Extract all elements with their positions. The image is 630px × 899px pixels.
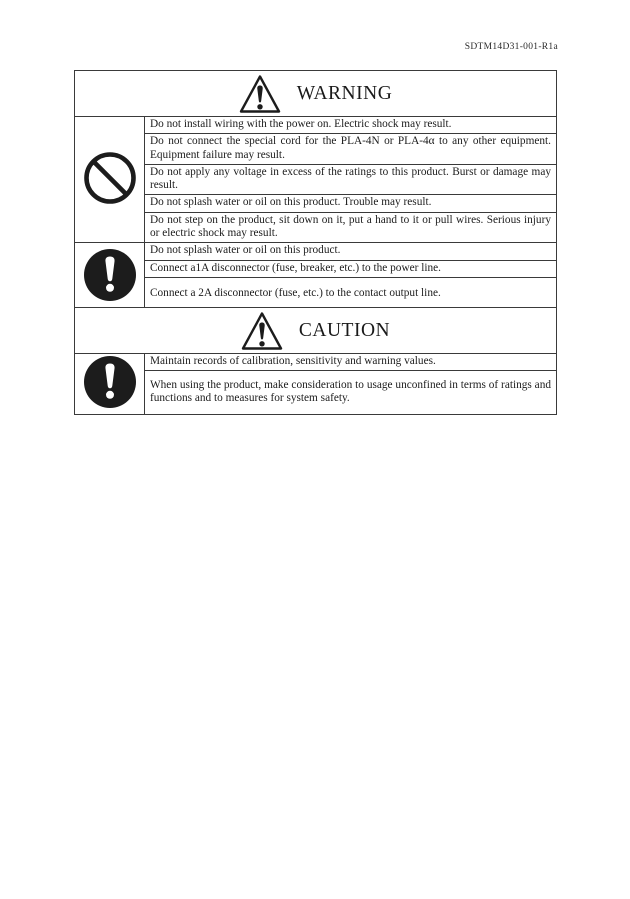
warning-text: Do not connect the special cord for the PLA-4N or PLA-4α to any other equipment. Equipment failure may result. (145, 134, 557, 165)
mandatory-action-icon (84, 249, 136, 301)
warning-text: Connect a1A disconnector (fuse, breaker, etc.) to the power line. (145, 260, 557, 277)
table-row (75, 195, 557, 212)
caution-header-row (75, 308, 557, 354)
caution-table (74, 307, 557, 415)
warning-text: Do not install wiring with the power on. Electric shock may result. (145, 117, 557, 134)
mandatory-action-cell (75, 243, 145, 312)
caution-text: Maintain records of calibration, sensitivity and warning values. (145, 354, 557, 371)
table-row (75, 260, 557, 277)
warning-text: Do not splash water or oil on this product. (145, 243, 557, 260)
mandatory-action-cell (75, 354, 145, 415)
warning-header-row (75, 71, 557, 117)
table-row (75, 134, 557, 165)
warning-triangle-icon (241, 311, 283, 351)
warning-text: Connect a 2A disconnector (fuse, etc.) to the contact output line. (145, 277, 557, 311)
table-row (75, 243, 557, 260)
mandatory-action-icon (84, 356, 136, 408)
warning-text: Do not apply any voltage in excess of the ratings to this product. Burst or damage may result. (145, 164, 557, 195)
table-row (75, 354, 557, 371)
warning-title: WARNING (296, 82, 393, 104)
prohibition-icon (84, 152, 136, 204)
table-row (75, 371, 557, 415)
warning-triangle-icon (239, 74, 281, 114)
caution-text: When using the product, make consideration to usage unconfined in terms of ratings and functions and to measures for system safety. (145, 371, 557, 415)
caution-title: CAUTION (298, 319, 391, 341)
table-row (75, 117, 557, 134)
warning-table (74, 70, 557, 312)
warning-text: Do not splash water or oil on this product. Trouble may result. (145, 195, 557, 212)
prohibition-cell (75, 117, 145, 243)
table-row (75, 164, 557, 195)
table-row (75, 212, 557, 243)
caution-header-cell (75, 308, 557, 354)
warning-text: Do not step on the product, sit down on it, put a hand to it or pull wires. Serious injury or electric shock may result. (145, 212, 557, 243)
warning-header-cell (75, 71, 557, 117)
document-id: SDTM14D31-001-R1a (464, 42, 558, 52)
